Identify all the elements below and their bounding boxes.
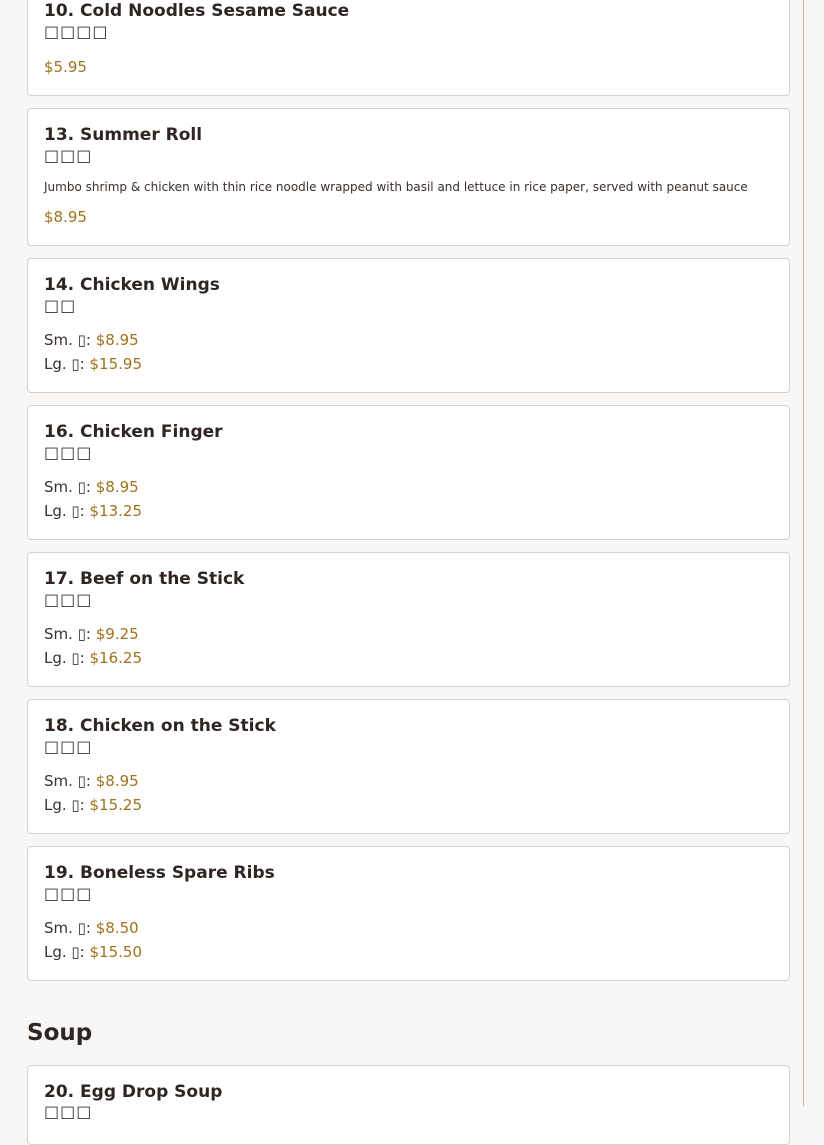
menu-item-card[interactable] [27,552,790,687]
price-label: Lg. ▯: [44,649,90,667]
price-label: Sm. ▯: [44,478,96,496]
menu-item-subtitle: □□□ [44,146,93,165]
price-amount: $5.95 [44,58,87,76]
menu-item-price-small [44,331,139,349]
price-amount: $13.25 [89,502,142,520]
menu-item-price-small [44,772,139,790]
menu-item-title: 14. Chicken Wings [44,275,220,295]
price-label: Lg. ▯: [44,943,90,961]
menu-item-price-large [44,796,142,814]
price-amount: $15.25 [89,796,142,814]
menu-item-card[interactable] [27,846,790,981]
price-label: Lg. ▯: [44,796,90,814]
menu-item-description: Jumbo shrimp & chicken with thin rice noodle wrapped with basil and lettuce in rice paper, served with peanut sauce [44,180,748,194]
menu-item-subtitle: □□□ [44,737,93,756]
menu-item-card[interactable] [27,699,790,834]
menu-item-price-large [44,649,142,667]
section-heading-soup: Soup [27,1020,93,1046]
menu-item-title: 16. Chicken Finger [44,422,223,442]
price-amount: $8.50 [95,919,139,937]
menu-item-price-large [44,502,142,520]
price-label: Sm. ▯: [44,919,96,937]
menu-item-card[interactable] [27,1065,790,1145]
menu-item-title: 10. Cold Noodles Sesame Sauce [44,1,350,21]
menu-item-card[interactable] [27,108,790,246]
menu-item-title: 13. Summer Roll [44,125,203,145]
price-label: Lg. ▯: [44,502,90,520]
menu-item-subtitle: □□□ [44,443,93,462]
menu-item-title: 19. Boneless Spare Ribs [44,863,275,883]
price-amount: $15.50 [89,943,142,961]
menu-item-title: 20. Egg Drop Soup [44,1082,223,1102]
price-amount: $8.95 [44,208,87,226]
menu-item-title: 18. Chicken on the Stick [44,716,276,736]
menu-item-subtitle: □□ [44,296,77,315]
menu-item-subtitle: □□□ [44,590,93,609]
menu-item-price [44,58,87,76]
price-amount: $16.25 [89,649,142,667]
menu-item-price-large [44,943,142,961]
price-amount: $8.95 [95,331,139,349]
price-amount: $8.95 [95,772,139,790]
price-label: Sm. ▯: [44,331,96,349]
menu-item-title: 17. Beef on the Stick [44,569,245,589]
menu-item-price [44,208,87,226]
menu-item-price-small [44,919,139,937]
menu-item-price-small [44,625,139,643]
price-amount: $8.95 [95,478,139,496]
menu-item-card[interactable] [27,0,790,96]
price-label: Lg. ▯: [44,355,90,373]
price-amount: $15.95 [89,355,142,373]
menu-item-subtitle: □□□ [44,884,93,903]
menu-item-subtitle: □□□□ [44,22,109,41]
price-label: Sm. ▯: [44,625,96,643]
price-amount: $9.25 [95,625,139,643]
price-label: Sm. ▯: [44,772,96,790]
menu-item-subtitle: □□□ [44,1102,93,1121]
page-edge-divider [803,0,804,1106]
menu-item-card[interactable] [27,405,790,540]
menu-item-card[interactable] [27,258,790,393]
menu-item-price-small [44,478,139,496]
menu-item-price-large [44,355,142,373]
